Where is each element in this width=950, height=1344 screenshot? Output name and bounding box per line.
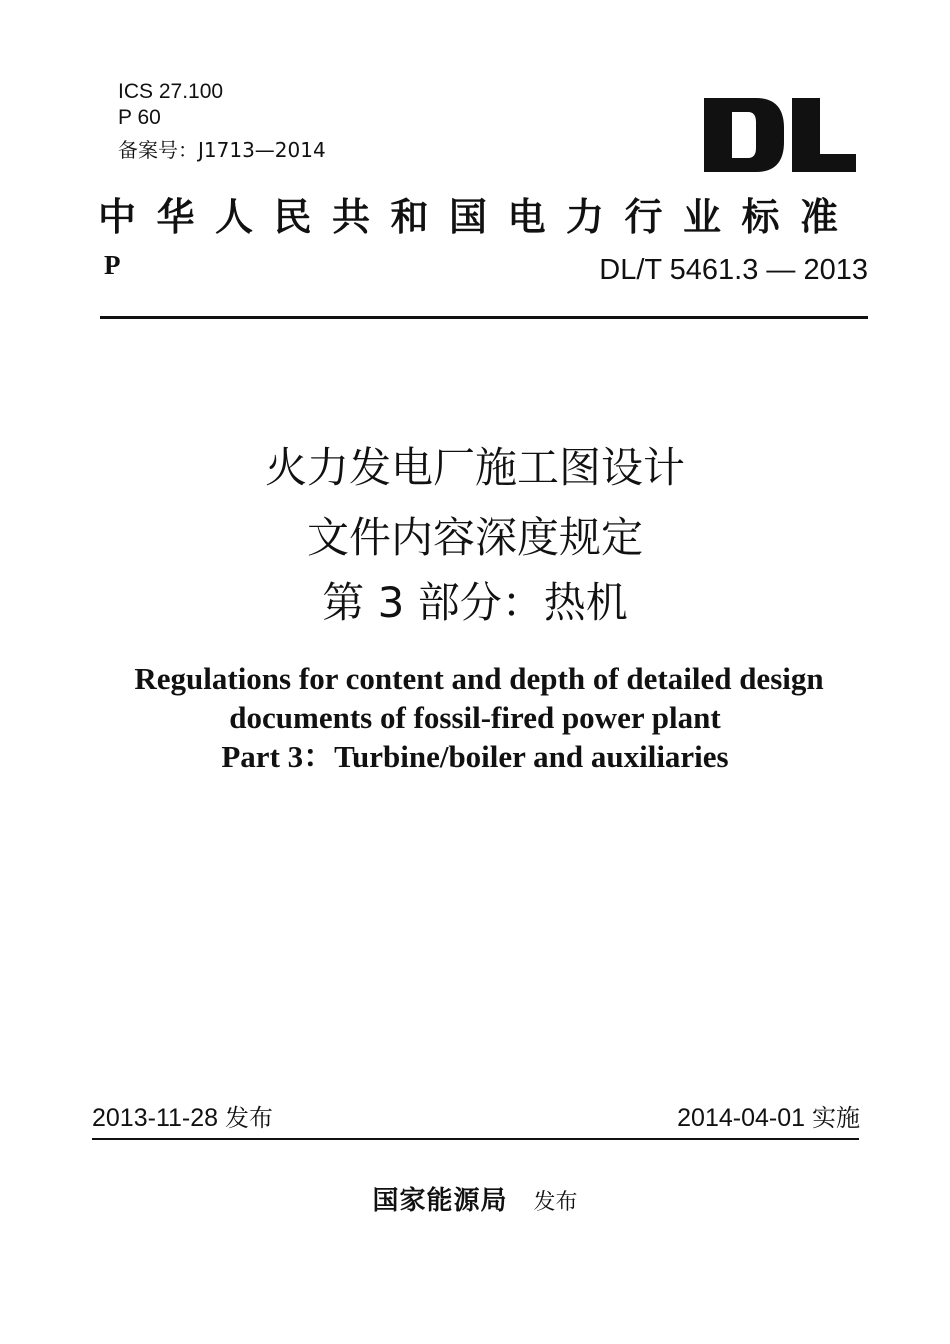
dl-logo (704, 98, 856, 172)
issuer (0, 1180, 950, 1217)
classification-code: P 60 (118, 106, 161, 129)
title-cn-line1: 火力发电厂施工图设计 (264, 443, 685, 492)
title-cn-line2: 文件内容深度规定 (306, 513, 643, 562)
record-number: 备案号：J1713—2014 (118, 138, 326, 162)
implementation-date-value: 2014-04-01 (677, 1104, 806, 1132)
category-letter: P (104, 250, 121, 280)
standard-number: DL/T 5461.3 — 2013 (599, 254, 868, 286)
title-en-line2: documents of fossil-fired power plant (229, 700, 721, 735)
issue-date-value: 2013-11-28 (92, 1104, 219, 1132)
header-divider (100, 316, 868, 319)
implementation-date-label: 实施 (812, 1104, 860, 1132)
implementation-date (677, 1098, 860, 1133)
issue-date (92, 1098, 273, 1133)
dl-logo-letter-l (792, 98, 856, 172)
issuer-name: 国家能源局 (372, 1186, 508, 1216)
ics-code: ICS 27.100 (118, 80, 224, 103)
issuer-verb: 发布 (533, 1190, 578, 1215)
issue-date-label: 发布 (224, 1104, 273, 1132)
standard-name: 中华人民共和国电力行业标准 (98, 194, 859, 239)
title-en-line3: Part 3：Turbine/boiler and auxiliaries (221, 739, 729, 774)
title-en-line1: Regulations for content and depth of detailed design (134, 661, 824, 696)
footer-divider (92, 1138, 859, 1140)
dl-logo-letter-d (704, 98, 784, 172)
title-cn-line3: 第 3 部分：热机 (322, 578, 628, 627)
